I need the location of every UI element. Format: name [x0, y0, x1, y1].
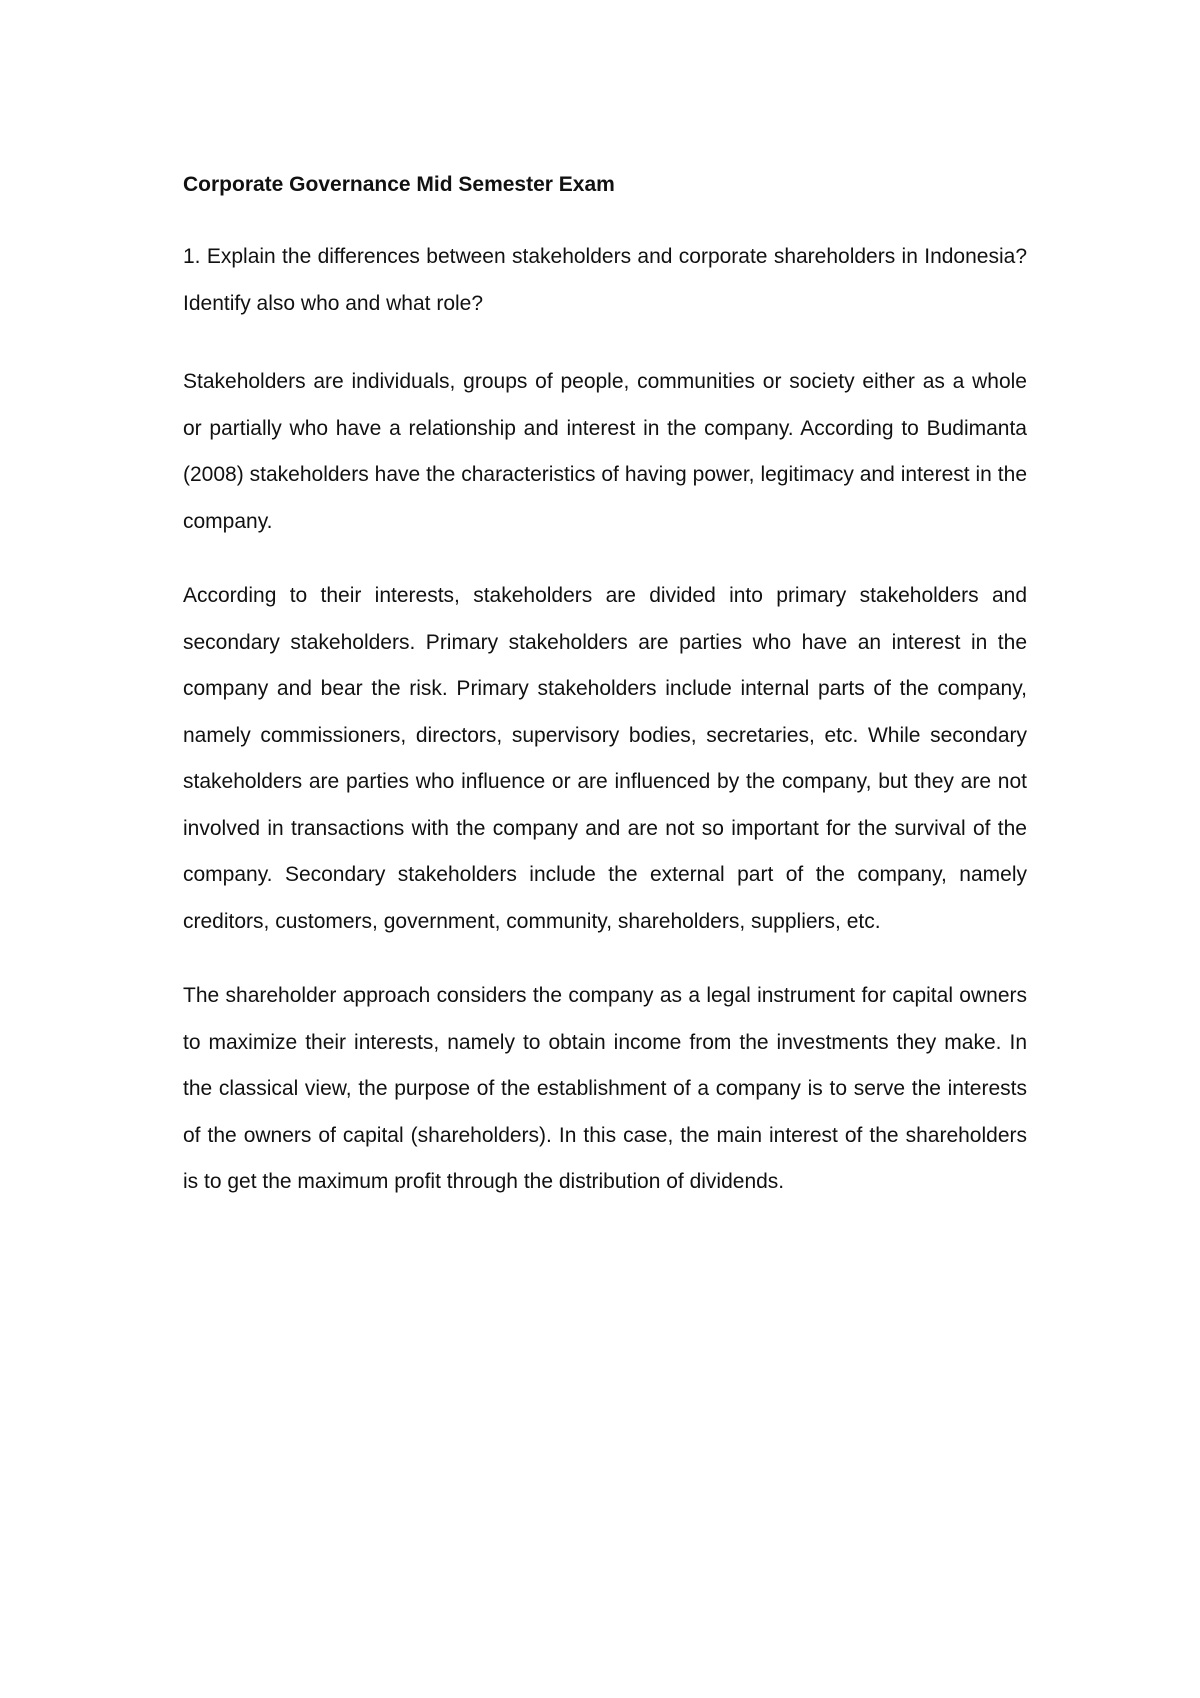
answer-paragraph-3: The shareholder approach considers the company as a legal instrument for capital owners to maximize their interests, namely to obtain income from the investments they make. In the classical view, the purpose of the establishment of a company is to serve the interests of the owners of capital (shareholders). In this case, the main interest of the shareholders is to get the maximum profit through the distribution of dividends.: [183, 984, 1027, 1193]
document-body: [183, 170, 1027, 1234]
answer-paragraph-1: Stakeholders are individuals, groups of people, communities or society either as a whole or partially who have a relationship and interest in the company. According to Budimanta (2008) stakeholders have the characteristics of having power, legitimacy and interest in the company.: [183, 370, 1027, 533]
document-title: Corporate Governance Mid Semester Exam: [183, 173, 615, 196]
question-1: 1. Explain the differences between stakeholders and corporate shareholders in Indonesia? Identify also who and what role?: [183, 245, 1027, 315]
answer-paragraph-2: According to their interests, stakeholders are divided into primary stakeholders and secondary stakeholders. Primary stakeholders are parties who have an interest in the company and bear the risk. Primary stakeholders include internal parts of the company, namely commissioners, directors, supervisory bodies, secretaries, etc. While secondary stakeholders are parties who influence or are influenced by the company, but they are not involved in transactions with the company and are not so important for the survival of the company. Secondary stakeholders include the external part of the company, namely creditors, customers, government, community, shareholders, suppliers, etc.: [183, 584, 1027, 933]
